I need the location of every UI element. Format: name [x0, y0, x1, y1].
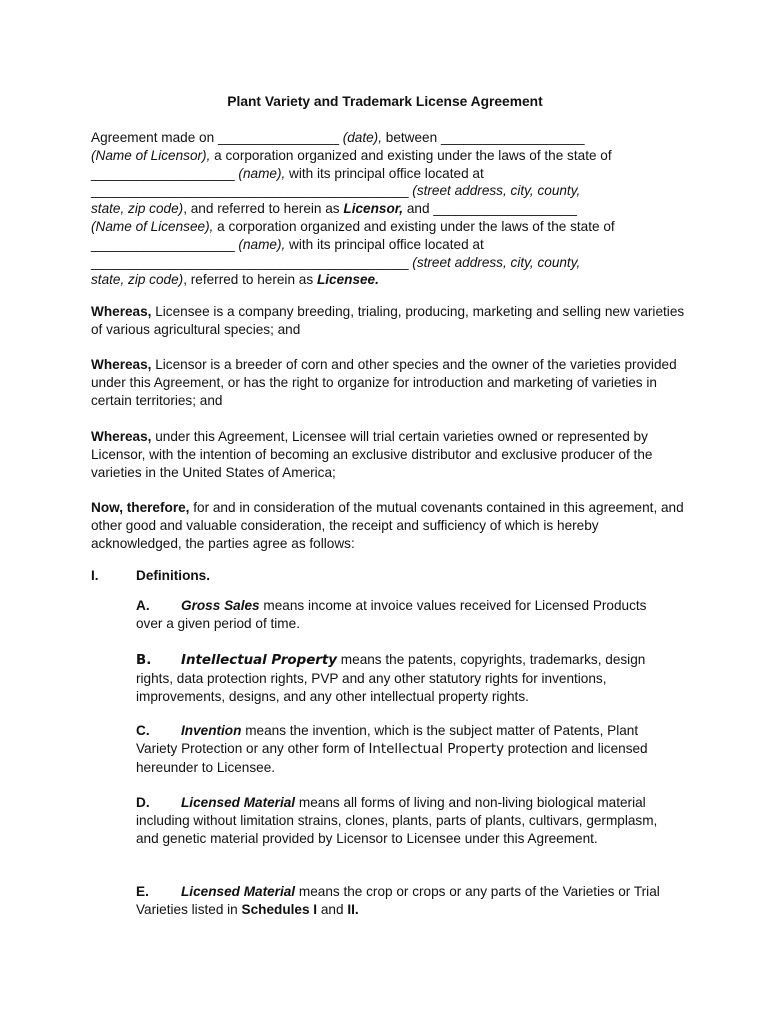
address-blank: __________________________________________ — [91, 183, 409, 199]
intro-line-6 — [91, 218, 691, 236]
definition-text: means the patents, copyrights, trademarks, design rights, data protection rights, PVP and any other statutory rights for inventions, improvements, designs, and any other intellectual property rights. — [136, 652, 646, 704]
definition-letter: D. — [136, 795, 150, 810]
definition-c — [136, 722, 676, 776]
section-number: I. — [91, 568, 99, 583]
state-blank: ___________________ — [91, 236, 235, 252]
licensor-name-label: (Name of Licensor), — [91, 147, 211, 163]
definition-b — [136, 651, 676, 705]
definition-text: and — [317, 901, 348, 917]
whereas-lead: Whereas, — [91, 429, 152, 444]
definition-term: Licensed Material — [181, 795, 296, 810]
intro-text: , and referred to herein as — [183, 201, 344, 217]
intro-text: a corporation organized and existing under the laws of the state of — [213, 218, 615, 234]
name-label: (name), — [234, 236, 286, 252]
intro-text: , referred to herein as — [183, 272, 317, 288]
definition-text: means income at invoice values received for Licensed Products over a given period of time. — [136, 598, 647, 631]
intro-text: and — [403, 201, 434, 217]
schedule-reference: Schedules I — [241, 901, 318, 917]
date-blank: ________________ — [217, 130, 339, 145]
definition-text: means the crop or crops or any parts of the Varieties or Trial Varieties listed in — [136, 884, 660, 917]
date-label: (date), — [338, 130, 382, 145]
intro-line-8 — [91, 254, 691, 272]
name-label: (name), — [234, 165, 286, 181]
intro-line-2 — [91, 147, 691, 165]
definition-d — [136, 794, 676, 847]
whereas-text: Licensee is a company breeding, trialing, producing, marketing and selling new varieties of various agricultural species; and — [91, 304, 685, 337]
definition-letter: A. — [136, 598, 150, 613]
agreement-intro — [91, 129, 691, 289]
state-zip-label: state, zip code) — [91, 201, 184, 217]
schedule-reference: II. — [347, 901, 359, 917]
licensor-term: Licensor, — [343, 201, 404, 217]
definition-term: Invention — [181, 723, 242, 738]
intro-text: Agreement made on — [91, 130, 218, 145]
licensor-name-blank: ___________________ — [440, 130, 585, 145]
definition-text: means the invention, which is the subject matter of Patents, Plant Variety Protection or any other form of — [136, 723, 639, 756]
definition-term: Gross Sales — [181, 598, 260, 613]
address-label: (street address, city, county, — [408, 183, 581, 199]
intro-text: with its principal office located at — [285, 165, 484, 181]
licensee-name-blank: ___________________ — [433, 201, 577, 217]
state-zip-label: state, zip code) — [91, 272, 184, 288]
address-blank: __________________________________________ — [91, 254, 409, 270]
intro-text: a corporation organized and existing under the laws of the state of — [210, 147, 612, 163]
licensee-name-label: (Name of Licensee), — [91, 218, 214, 234]
whereas-lead: Whereas, — [91, 357, 152, 372]
intro-line-9 — [91, 271, 691, 289]
intro-text: between — [382, 130, 441, 145]
intro-line-5 — [91, 200, 691, 218]
definition-term: Intellectual Property — [181, 653, 338, 668]
intro-line-4 — [91, 182, 691, 200]
definition-text: means all forms of living and non-living biological material including without limitation strains, clones, plants, parts of plants, cultivars, germplasm, and genetic material provided by Licensor to Licensee under this Agreement. — [136, 795, 658, 846]
intro-line-3 — [91, 165, 691, 183]
now-therefore-text: for and in consideration of the mutual covenants contained in this agreement, and other good and valuable consideration, the receipt and sufficiency of which is hereby acknowledged, the parties agree as follows: — [91, 500, 684, 551]
intro-line-7 — [91, 236, 691, 254]
section-title: Definitions. — [136, 568, 211, 583]
now-therefore-lead: Now, therefore, — [91, 500, 190, 515]
definition-letter: C. — [136, 723, 150, 738]
definition-term: Licensed Material — [181, 884, 296, 899]
whereas-clause-1 — [91, 303, 686, 339]
whereas-text: under this Agreement, Licensee will trial certain varieties owned or represented by Licensor, with the intention of becoming an exclusive distributor and exclusive producer of the varieties in the United States of America; — [91, 429, 653, 480]
whereas-clause-2 — [91, 356, 686, 409]
address-label: (street address, city, county, — [408, 254, 581, 270]
whereas-lead: Whereas, — [91, 304, 152, 319]
whereas-text: Licensor is a breeder of corn and other species and the owner of the varieties provided under this Agreement, or has the right to organize for introduction and marketing of varieties in certain territories; and — [91, 357, 677, 408]
definition-e — [136, 883, 676, 919]
licensee-term: Licensee. — [316, 272, 379, 288]
definition-text: protection and licensed hereunder to Licensee. — [136, 740, 648, 775]
intro-line-1 — [91, 129, 691, 147]
definition-letter: E. — [136, 884, 149, 899]
now-therefore-clause — [91, 499, 686, 552]
intro-text: with its principal office located at — [285, 236, 484, 252]
definition-letter: B. — [136, 653, 152, 668]
state-blank: ___________________ — [91, 165, 235, 181]
definition-a — [136, 597, 676, 633]
intellectual-property-term: Intellectual Property — [368, 741, 505, 757]
document-title: Plant Variety and Trademark License Agreement — [227, 94, 543, 109]
whereas-clause-3 — [91, 428, 686, 481]
